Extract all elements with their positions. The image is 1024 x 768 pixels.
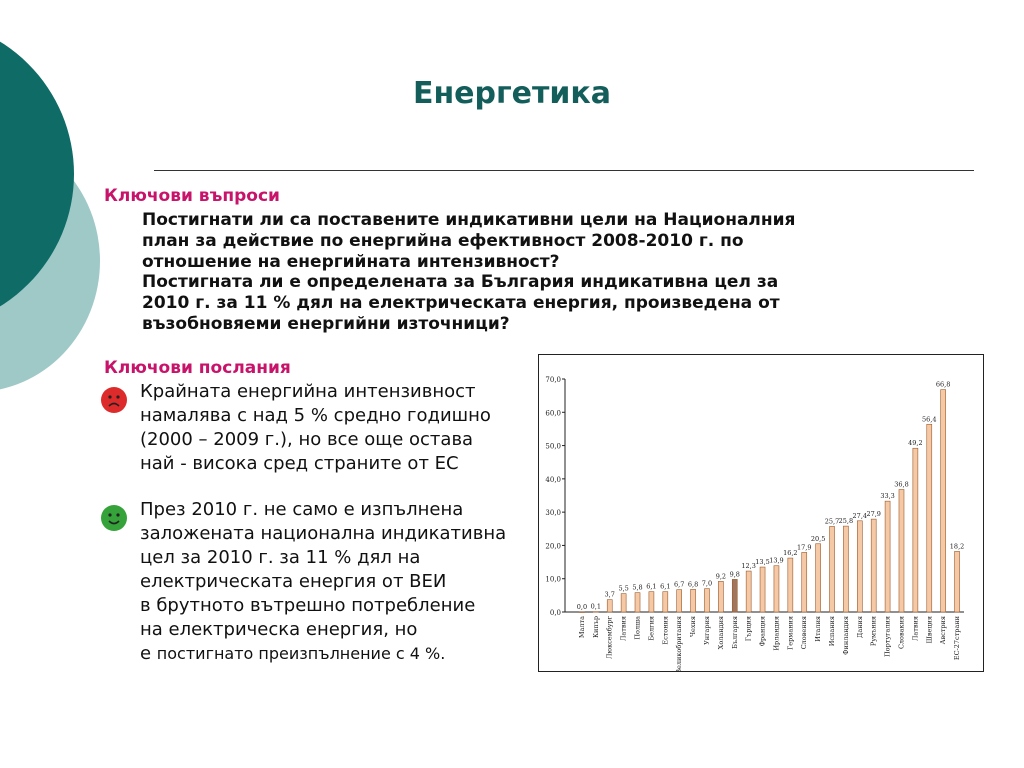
bar-value-label: 20,5: [810, 534, 826, 543]
bar-value-label: 66,8: [935, 380, 951, 389]
bar-value-label: 5,5: [618, 584, 629, 593]
res-share-chart-svg: [539, 355, 983, 671]
bar-20: [857, 521, 862, 612]
questions-heading: Ключови въпроси: [104, 186, 280, 206]
bar-22: [885, 501, 890, 612]
bar-value-label: 27,9: [866, 510, 881, 519]
category-label: Ирландия: [772, 616, 781, 651]
category-label: Великобритания: [675, 616, 684, 671]
bar-24: [913, 448, 918, 612]
bar-value-label: 6,1: [646, 582, 657, 591]
res-share-chart: [538, 354, 984, 672]
bar-6: [663, 592, 668, 612]
category-label: Белгия: [647, 616, 656, 641]
bar-19: [843, 526, 848, 612]
bar-value-label: 9,8: [729, 570, 740, 579]
category-label: Латвия: [911, 616, 920, 641]
bar-value-label: 7,0: [701, 579, 713, 588]
bar-value-label: 17,9: [796, 543, 812, 552]
category-label: Унгария: [702, 616, 711, 645]
category-label: Латвия: [619, 616, 628, 641]
category-label: Люксембург: [605, 616, 614, 659]
bar-14: [774, 566, 779, 612]
bar-4: [635, 593, 640, 612]
category-label: Словения: [800, 616, 809, 650]
category-label: Португалия: [883, 616, 892, 658]
bar-18: [830, 526, 835, 612]
bar-value-label: 13,9: [769, 556, 784, 565]
bar-15: [788, 558, 793, 612]
bar-9: [704, 589, 709, 612]
category-label: Италия: [814, 616, 823, 642]
bar-10: [718, 581, 723, 612]
bar-value-label: 18,2: [949, 542, 965, 551]
y-tick-label: 30,0: [545, 509, 561, 518]
bar-17: [816, 544, 821, 612]
bar-8: [691, 589, 696, 612]
bar-value-label: 16,2: [783, 549, 798, 558]
y-tick-label: 40,0: [545, 475, 561, 484]
bar-12: [746, 571, 751, 612]
y-tick-label: 70,0: [545, 376, 561, 384]
bar-value-label: 25,8: [838, 517, 854, 526]
category-label: Кипър: [591, 616, 600, 638]
category-label: Полша: [633, 616, 642, 640]
category-label: Словакия: [897, 616, 906, 650]
category-label: Естония: [661, 616, 670, 645]
bar-value-label: 33,3: [880, 492, 895, 501]
category-label: Гърция: [744, 616, 753, 642]
y-tick-label: 0,0: [549, 609, 561, 617]
category-label: Румъния: [869, 616, 878, 647]
bar-2: [607, 600, 612, 612]
message-1: Крайната енергийна интензивност намалява с над 5 % средно годишно (2000 – 2009 г.), но все още остава най - висока сред страните от ЕС: [140, 381, 491, 474]
bar-11: [732, 579, 737, 612]
bar-7: [677, 590, 682, 612]
bar-27: [955, 551, 960, 612]
bar-23: [899, 490, 904, 612]
page-title: Енергетика: [412, 76, 612, 111]
bar-value-label: 9,2: [715, 572, 727, 581]
category-label: Австрия: [939, 616, 948, 645]
title-divider: [154, 170, 974, 171]
bar-value-label: 5,8: [632, 583, 643, 592]
category-label: Испания: [828, 616, 837, 647]
y-tick-label: 20,0: [545, 542, 561, 551]
category-label: Финландия: [841, 616, 850, 655]
category-label: Германия: [786, 616, 795, 651]
bar-value-label: 36,8: [894, 480, 909, 489]
bar-value-label: 6,1: [660, 582, 671, 591]
bar-value-label: 6,8: [687, 580, 699, 589]
bar-1: [593, 612, 598, 613]
category-label: Дания: [855, 616, 864, 638]
bar-value-label: 27,4: [852, 511, 868, 520]
bar-13: [760, 567, 765, 612]
message-2-tail: [140, 642, 445, 666]
category-label: ЕС-27страни: [953, 616, 962, 661]
messages-heading: Ключови послания: [104, 358, 291, 378]
bar-value-label: 6,7: [674, 580, 685, 589]
message-2-tail-rest: постигнато преизпълнение с 4 %.: [156, 644, 446, 663]
category-label: Холандия: [716, 616, 725, 650]
message-2: През 2010 г. не само е изпълнена заложената национална индикативна цел за 2010 г. за 11 % дял на електрическата енергия от ВЕИ в брутното вътрешно потребление на електрическа енергия, но: [140, 499, 507, 640]
category-label: Чехия: [689, 616, 698, 637]
y-tick-label: 50,0: [545, 442, 561, 451]
bar-value-label: 56,4: [922, 415, 937, 424]
bar-5: [649, 592, 654, 612]
bar-26: [941, 390, 946, 612]
bar-value-label: 13,5: [755, 558, 770, 567]
bar-0: [579, 612, 584, 613]
category-label: Франция: [758, 616, 767, 647]
question-1: Постигнати ли са поставените индикативни цели на Националния план за действие по енергийна ефективност 2008-2010 г. по отношение на енергийната интензивност?: [142, 210, 796, 272]
bar-value-label: 0,1: [590, 602, 602, 611]
y-tick-label: 10,0: [545, 575, 561, 584]
question-2: Постигната ли е определената за България индикативна цел за 2010 г. за 11 % дял на електрическата енергия, произведена от възобновяеми енергийни източници?: [142, 272, 780, 334]
bar-value-label: 0,0: [576, 603, 588, 611]
y-tick-label: 60,0: [545, 409, 561, 418]
bar-value-label: 3,7: [604, 590, 615, 599]
category-label: България: [730, 616, 739, 649]
bar-16: [802, 552, 807, 612]
bar-value-label: 49,2: [908, 439, 923, 448]
happy-face-icon: [101, 505, 127, 531]
bar-value-label: 25,7: [824, 517, 840, 526]
category-label: Швеция: [925, 616, 934, 644]
bar-3: [621, 594, 626, 612]
sad-face-icon: [101, 387, 127, 413]
message-2-tail-start: е: [140, 643, 157, 664]
bar-value-label: 12,3: [741, 562, 756, 571]
bar-21: [871, 519, 876, 612]
category-label: Малта: [577, 616, 586, 639]
bar-25: [927, 424, 932, 612]
